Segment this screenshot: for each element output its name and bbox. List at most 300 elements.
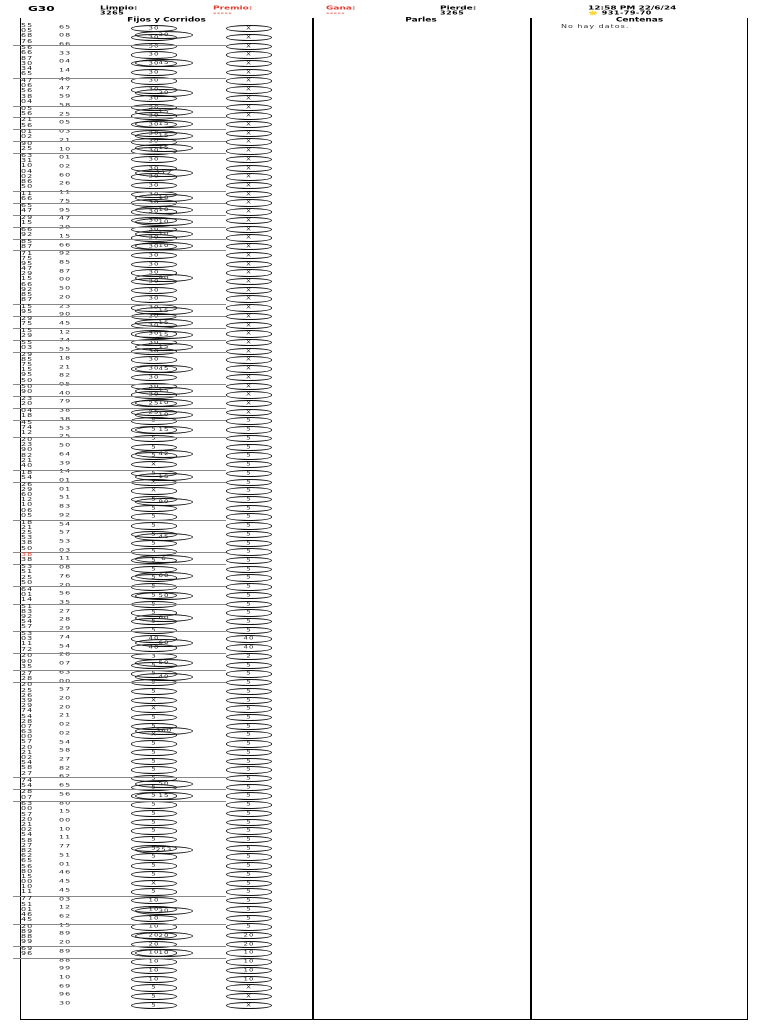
parle-amount-pill[interactable] <box>135 31 193 39</box>
parle-amount-pill[interactable] <box>135 59 193 67</box>
parle-amount-pill[interactable] <box>135 673 193 681</box>
corrido-amount-pill[interactable] <box>226 112 272 119</box>
corrido-amount-pill[interactable] <box>226 705 272 712</box>
corrido-amount-pill[interactable] <box>226 77 272 84</box>
corrido-amount: 5 <box>246 462 252 467</box>
parle-number: 53 <box>21 534 34 541</box>
corrido-amount-pill[interactable] <box>226 853 272 860</box>
corrido-amount: 5 <box>246 906 252 912</box>
parle-group <box>13 240 226 252</box>
parle-amount-pill[interactable] <box>135 614 193 622</box>
corrido-amount-pill[interactable] <box>226 775 272 782</box>
fijo-amount: 5 <box>151 418 157 424</box>
corrido-amount-pill[interactable] <box>226 976 272 983</box>
parle-number: 90 <box>21 447 34 453</box>
parle-numbers <box>21 46 45 77</box>
bet-number: 14 <box>59 468 72 474</box>
parle-number: 20 <box>21 653 34 659</box>
fijo-amount: 5 <box>151 444 157 450</box>
corrido-amount-pill[interactable] <box>226 723 272 730</box>
corrido-amount-pill[interactable] <box>226 627 272 634</box>
corrido-amount-pill[interactable] <box>226 426 272 433</box>
corrido-amount-pill[interactable] <box>226 322 272 329</box>
corrido-amount-pill[interactable] <box>226 173 272 180</box>
parle-amount-pill[interactable] <box>135 411 193 419</box>
corrido-amount-pill[interactable] <box>226 810 272 817</box>
parle-amount-pill[interactable] <box>135 274 193 282</box>
corrido-amount-pill[interactable] <box>226 792 272 799</box>
corrido-amount: X <box>246 182 252 188</box>
timestamp <box>588 6 676 16</box>
parle-number: 89 <box>21 928 34 935</box>
parle-number: 21 <box>21 524 34 530</box>
corrido-amount: X <box>246 226 252 232</box>
corrido-amount-pill[interactable] <box>226 452 272 459</box>
corrido-amount-pill[interactable] <box>226 758 272 765</box>
corrido-amount-pill[interactable] <box>226 618 272 625</box>
corrido-amount-pill[interactable] <box>226 234 272 241</box>
corrido-amount-pill[interactable] <box>226 505 272 512</box>
parle-amount: 60 <box>158 640 170 646</box>
bet-number: 47 <box>59 215 72 221</box>
corrido-amount: 5 <box>246 793 252 799</box>
corrido-amount: 5 <box>246 863 252 868</box>
parle-number: 54 <box>21 782 34 788</box>
corrido-amount: X <box>246 95 252 101</box>
fijo-amount: 5 <box>151 575 157 581</box>
corrido-amount-pill[interactable] <box>226 670 272 677</box>
parle-amount-pill[interactable] <box>135 144 193 152</box>
fijo-amount: 30 <box>148 313 160 319</box>
corrido-amount: 5 <box>246 470 252 476</box>
corrido-amount: 5 <box>246 810 252 816</box>
bet-number: 76 <box>59 573 72 579</box>
corrido-amount: 5 <box>246 627 252 633</box>
corrido-amount-pill[interactable] <box>226 906 272 913</box>
parle-amount-pill[interactable] <box>135 907 193 915</box>
corrido-amount-pill[interactable] <box>226 496 272 503</box>
parle-amount: 10 <box>158 231 170 237</box>
gana-label: Gana: <box>326 5 356 12</box>
parle-amount-pill[interactable] <box>135 572 193 580</box>
corrido-amount-pill[interactable] <box>226 731 272 738</box>
bet-number: 53 <box>59 425 72 431</box>
parle-group <box>13 565 226 587</box>
corrido-amount-pill[interactable] <box>226 635 272 642</box>
parle-number: 06 <box>21 82 34 89</box>
corrido-amount-pill[interactable] <box>226 226 272 233</box>
corrido-amount-pill[interactable] <box>226 278 272 285</box>
corrido-amount-pill[interactable] <box>226 566 272 573</box>
corrido-amount-pill[interactable] <box>226 862 272 869</box>
parle-amount-pill[interactable] <box>135 331 193 339</box>
corrido-amount-pill[interactable] <box>226 43 272 50</box>
parle-number: 29 <box>21 351 34 357</box>
fijo-amount: 25 <box>148 400 160 406</box>
corrido-amount-pill[interactable] <box>226 949 272 956</box>
corrido-amount-pill[interactable] <box>226 574 272 581</box>
corrido-amount-pill[interactable] <box>226 287 272 294</box>
parle-number: 63 <box>21 801 34 807</box>
corrido-amount-pill[interactable] <box>226 383 272 390</box>
corrido-amount-pill[interactable] <box>226 243 272 250</box>
fijo-amount-pill[interactable] <box>131 993 177 1000</box>
fijo-amount: 5 <box>151 505 157 511</box>
parle-number: 92 <box>21 613 34 620</box>
bet-number: 54 <box>59 643 72 649</box>
fijo-amount: 30 <box>148 165 160 171</box>
parle-number: 26 <box>21 692 34 698</box>
fijo-amount: 5 <box>151 828 157 834</box>
bet-number: 03 <box>59 547 72 553</box>
bet-number: 60 <box>59 172 72 178</box>
parle-amount: 15 <box>158 344 170 350</box>
corrido-amount-pill[interactable] <box>226 130 272 137</box>
corrido-amount-pill[interactable] <box>226 513 272 520</box>
fijo-amount-pill[interactable] <box>131 958 177 965</box>
parle-number: 28 <box>21 718 34 724</box>
parle-amount-pill[interactable] <box>135 846 193 854</box>
parle-numbers <box>21 216 45 226</box>
corrido-amount-pill[interactable] <box>226 967 272 974</box>
parle-number: 00 <box>21 806 34 812</box>
parle-amount-pill[interactable] <box>135 365 193 373</box>
parle-number: 66 <box>21 281 34 287</box>
corrido-amount-pill[interactable] <box>226 269 272 276</box>
bet-number: 15 <box>59 233 72 239</box>
corrido-amount-pill[interactable] <box>226 923 272 930</box>
corrido-amount-pill[interactable] <box>226 522 272 529</box>
parle-numbers <box>21 779 45 789</box>
corrido-amount-pill[interactable] <box>226 583 272 590</box>
parle-group <box>13 118 226 130</box>
parle-number: 65 <box>21 71 34 77</box>
fijo-amount-pill[interactable] <box>131 984 177 991</box>
parle-amount-pill[interactable] <box>135 792 193 800</box>
corrido-amount: X <box>246 156 252 162</box>
corrido-amount-pill[interactable] <box>226 958 272 965</box>
corrido-amount: 5 <box>246 802 252 807</box>
corrido-amount-pill[interactable] <box>226 479 272 486</box>
parle-number: 38 <box>21 540 34 546</box>
fijo-amount: 5 <box>151 723 157 729</box>
corrido-amount-pill[interactable] <box>226 295 272 302</box>
corrido-amount-pill[interactable] <box>226 601 272 608</box>
corrido-amount-pill[interactable] <box>226 1002 272 1009</box>
bet-number: 51 <box>59 852 72 858</box>
fijo-amount: 5 <box>151 549 157 554</box>
fijo-amount: 10 <box>148 906 160 912</box>
parle-group <box>13 329 226 341</box>
parle-number: 54 <box>21 760 34 766</box>
corrido-amount: X <box>246 87 252 92</box>
parle-amount-pill[interactable] <box>135 932 193 940</box>
bet-number: 95 <box>59 207 72 213</box>
parle-number: 68 <box>21 33 34 39</box>
corrido-amount-pill[interactable] <box>226 365 272 372</box>
corrido-amount-pill[interactable] <box>226 304 272 311</box>
corrido-amount: X <box>246 244 252 249</box>
fijo-amount: X <box>151 706 157 711</box>
parle-group <box>13 216 226 228</box>
bet-number: 85 <box>59 259 72 265</box>
corrido-amount-pill[interactable] <box>226 217 272 224</box>
corrido-amount-pill[interactable] <box>226 25 272 32</box>
corrido-amount-pill[interactable] <box>226 182 272 189</box>
corrido-amount-pill[interactable] <box>226 138 272 145</box>
parle-amount-pill[interactable] <box>135 498 193 506</box>
parle-amount: 10 <box>158 195 170 201</box>
fijo-amount: 10 <box>148 976 160 982</box>
corrido-amount-pill[interactable] <box>226 827 272 834</box>
corrido-amount-pill[interactable] <box>226 531 272 538</box>
corrido-amount-pill[interactable] <box>226 470 272 477</box>
fijo-amount: 30 <box>148 252 160 258</box>
parle-number: 85 <box>21 356 34 362</box>
fijo-amount: 5 <box>151 566 157 572</box>
corrido-amount-pill[interactable] <box>226 932 272 939</box>
parle-amount-pill[interactable] <box>135 949 193 957</box>
corrido-amount-pill[interactable] <box>226 644 272 651</box>
corrido-amount-pill[interactable] <box>226 653 272 660</box>
time-text: 12:58 PM 22/6/24 <box>588 5 677 12</box>
corrido-amount-pill[interactable] <box>226 208 272 215</box>
parle-numbers <box>21 228 45 238</box>
bet-number: 92 <box>59 512 72 518</box>
corrido-amount: 5 <box>246 662 252 668</box>
fijo-amount-pill[interactable] <box>131 967 177 974</box>
fijo-amount: X <box>151 697 157 703</box>
bet-number: 00 <box>59 276 72 282</box>
parle-amount-pill[interactable] <box>135 533 193 541</box>
parle-amount-pill[interactable] <box>135 89 193 97</box>
corrido-amount-pill[interactable] <box>226 199 272 206</box>
parle-number: 25 <box>21 529 34 536</box>
corrido-amount-pill[interactable] <box>226 871 272 878</box>
corrido-amount-pill[interactable] <box>226 740 272 747</box>
column-divider <box>312 18 314 1019</box>
corrido-amount-pill[interactable] <box>226 330 272 337</box>
parle-number: 12 <box>21 497 34 503</box>
parles-heading: Parles <box>405 16 437 24</box>
app-logo: G30 <box>28 4 55 13</box>
corrido-amount: 5 <box>246 680 252 685</box>
column-divider <box>530 18 532 1019</box>
parle-numbers <box>21 897 45 923</box>
parle-amount-pill[interactable] <box>135 399 193 407</box>
fijo-amount: 5 <box>151 671 157 677</box>
corrido-amount-pill[interactable] <box>226 165 272 172</box>
parle-group <box>13 802 226 897</box>
corrido-amount-pill[interactable] <box>226 374 272 381</box>
parle-number: 21 <box>21 117 34 123</box>
parle-amount-pill[interactable] <box>135 218 193 226</box>
parle-number: 05 <box>21 105 34 111</box>
corrido-amount-pill[interactable] <box>226 348 272 355</box>
fijo-amount: 5 <box>151 662 157 668</box>
parle-number: 21 <box>21 821 34 828</box>
bet-number: 82 <box>59 372 72 378</box>
parle-amount-pill[interactable] <box>135 780 193 788</box>
corrido-amount-pill[interactable] <box>226 356 272 363</box>
corrido-amount-pill[interactable] <box>226 435 272 442</box>
corrido-amount-pill[interactable] <box>226 156 272 163</box>
corrido-amount-pill[interactable] <box>226 784 272 791</box>
parle-amount-pill[interactable] <box>135 191 193 202</box>
fijo-amount-pill[interactable] <box>131 1002 177 1009</box>
parle-amount-pill[interactable] <box>135 132 193 140</box>
corrido-amount-pill[interactable] <box>226 714 272 721</box>
corrido-amount-pill[interactable] <box>226 191 272 198</box>
fijo-amount: 30 <box>148 217 160 223</box>
corrido-amount: 5 <box>246 531 252 537</box>
corrido-amount-pill[interactable] <box>226 819 272 826</box>
parle-amount-pill[interactable] <box>135 426 193 434</box>
parle-number: 71 <box>21 250 34 256</box>
fijo-amount: 5 <box>151 845 157 851</box>
parle-numbers <box>21 118 45 128</box>
corrido-amount-pill[interactable] <box>226 749 272 756</box>
corrido-amount-pill[interactable] <box>226 339 272 346</box>
parle-number: 53 <box>21 630 34 637</box>
corrido-amount: 5 <box>246 618 252 624</box>
corrido-amount-pill[interactable] <box>226 313 272 320</box>
corrido-amount-pill[interactable] <box>226 845 272 852</box>
parle-amount-pill[interactable] <box>135 206 193 214</box>
parle-numbers <box>21 317 45 327</box>
corrido-amount-pill[interactable] <box>226 34 272 41</box>
parle-group <box>13 385 226 397</box>
corrido-amount-pill[interactable] <box>226 104 272 111</box>
corrido-amount-pill[interactable] <box>226 400 272 407</box>
parle-numbers <box>21 107 45 117</box>
corrido-amount-pill[interactable] <box>226 993 272 1000</box>
fijo-amount: 40 <box>148 636 160 642</box>
corrido-amount: X <box>246 313 252 319</box>
corrido-amount: X <box>246 165 252 171</box>
corrido-amount: 5 <box>246 592 252 598</box>
corrido-amount: X <box>246 322 252 328</box>
fijo-amount: 5 <box>151 427 157 432</box>
fijo-amount: 5 <box>151 688 157 694</box>
parle-amount-pill[interactable] <box>135 470 193 481</box>
bet-number: 20 <box>59 582 72 587</box>
fijo-amount: 5 <box>151 680 157 685</box>
corrido-amount-pill[interactable] <box>226 95 272 102</box>
parle-number: 63 <box>21 728 34 735</box>
parle-numbers <box>21 632 45 653</box>
parle-numbers <box>21 130 45 140</box>
corrido-amount-pill[interactable] <box>226 688 272 695</box>
parle-number: 86 <box>21 178 34 185</box>
parle-amount-pill[interactable] <box>135 319 193 327</box>
corrido-amount: 5 <box>246 845 252 851</box>
corrido-amount: 5 <box>246 915 252 921</box>
corrido-amount-pill[interactable] <box>226 880 272 887</box>
corrido-amount-pill[interactable] <box>226 487 272 494</box>
fijo-amount: 30 <box>148 366 160 371</box>
corrido-amount: X <box>246 400 252 406</box>
corrido-amount-pill[interactable] <box>226 679 272 686</box>
corrido-amount-pill[interactable] <box>226 409 272 416</box>
corrido-amount-pill[interactable] <box>226 662 272 669</box>
corrido-amount-pill[interactable] <box>226 391 272 398</box>
corrido-amount-pill[interactable] <box>226 252 272 259</box>
parle-number: 20 <box>21 744 34 750</box>
parle-number: 28 <box>21 675 34 681</box>
fijo-amount: 30 <box>148 339 160 345</box>
bet-number: 57 <box>59 529 72 535</box>
corrido-amount-pill[interactable] <box>226 609 272 616</box>
corrido-amount-pill[interactable] <box>226 69 272 76</box>
parle-amount: 50 <box>158 593 170 599</box>
corrido-amount-pill[interactable] <box>226 897 272 904</box>
corrido-amount-pill[interactable] <box>226 801 272 808</box>
corrido-amount-pill[interactable] <box>226 86 272 93</box>
corrido-amount-pill[interactable] <box>226 836 272 843</box>
corrido-amount-pill[interactable] <box>226 60 272 67</box>
corrido-amount-pill[interactable] <box>226 548 272 555</box>
parle-number: 66 <box>21 195 34 202</box>
corrido-amount-pill[interactable] <box>226 888 272 895</box>
bet-number: 03 <box>59 128 72 134</box>
bet-number: 82 <box>59 765 72 771</box>
parle-amount-pill[interactable] <box>135 723 193 738</box>
parle-amount-pill[interactable] <box>135 450 193 458</box>
bet-number: 26 <box>59 180 72 186</box>
parle-amount-pill[interactable] <box>135 659 193 667</box>
parle-amount: 20 <box>158 933 170 939</box>
parle-amount-pill[interactable] <box>135 307 193 315</box>
bet-number: 40 <box>59 390 72 396</box>
parle-amount: 15 <box>158 427 170 432</box>
fijo-amount-pill[interactable] <box>131 976 177 983</box>
corrido-amount-pill[interactable] <box>226 941 272 948</box>
parle-number: 65 <box>21 202 34 209</box>
fijo-amount: 30 <box>148 121 160 127</box>
fijo-amount: 25 <box>148 409 160 415</box>
corrido-amount-pill[interactable] <box>226 461 272 468</box>
parle-group <box>13 651 226 671</box>
corrido-amount-pill[interactable] <box>226 915 272 922</box>
corrido-amount-pill[interactable] <box>226 540 272 547</box>
corrido-amount-pill[interactable] <box>226 51 272 58</box>
bet-number: 45 <box>59 878 72 884</box>
fijo-amount: 5 <box>151 592 157 598</box>
parle-number: 34 <box>21 65 34 72</box>
parle-amount: 15 <box>158 388 170 394</box>
corrido-amount-pill[interactable] <box>226 417 272 424</box>
corrido-amount: X <box>246 121 252 127</box>
corrido-amount-pill[interactable] <box>226 697 272 704</box>
corrido-amount-pill[interactable] <box>226 984 272 991</box>
corrido-amount: X <box>246 287 252 293</box>
corrido-amount-pill[interactable] <box>226 261 272 268</box>
corrido-amount-pill[interactable] <box>226 557 272 564</box>
bet-number: 46 <box>59 869 72 875</box>
corrido-amount-pill[interactable] <box>226 766 272 773</box>
parle-amount-pill[interactable] <box>135 592 193 600</box>
parle-amount-pill[interactable] <box>135 120 193 128</box>
fijo-amount: 5 <box>151 810 157 816</box>
bet-number: 58 <box>59 747 72 753</box>
corrido-amount-pill[interactable] <box>226 147 272 154</box>
parle-amount-pill[interactable] <box>135 242 193 250</box>
corrido-amount-pill[interactable] <box>226 592 272 599</box>
corrido-amount-pill[interactable] <box>226 444 272 451</box>
parle-amount-pill[interactable] <box>135 555 193 563</box>
corrido-amount-pill[interactable] <box>226 121 272 128</box>
